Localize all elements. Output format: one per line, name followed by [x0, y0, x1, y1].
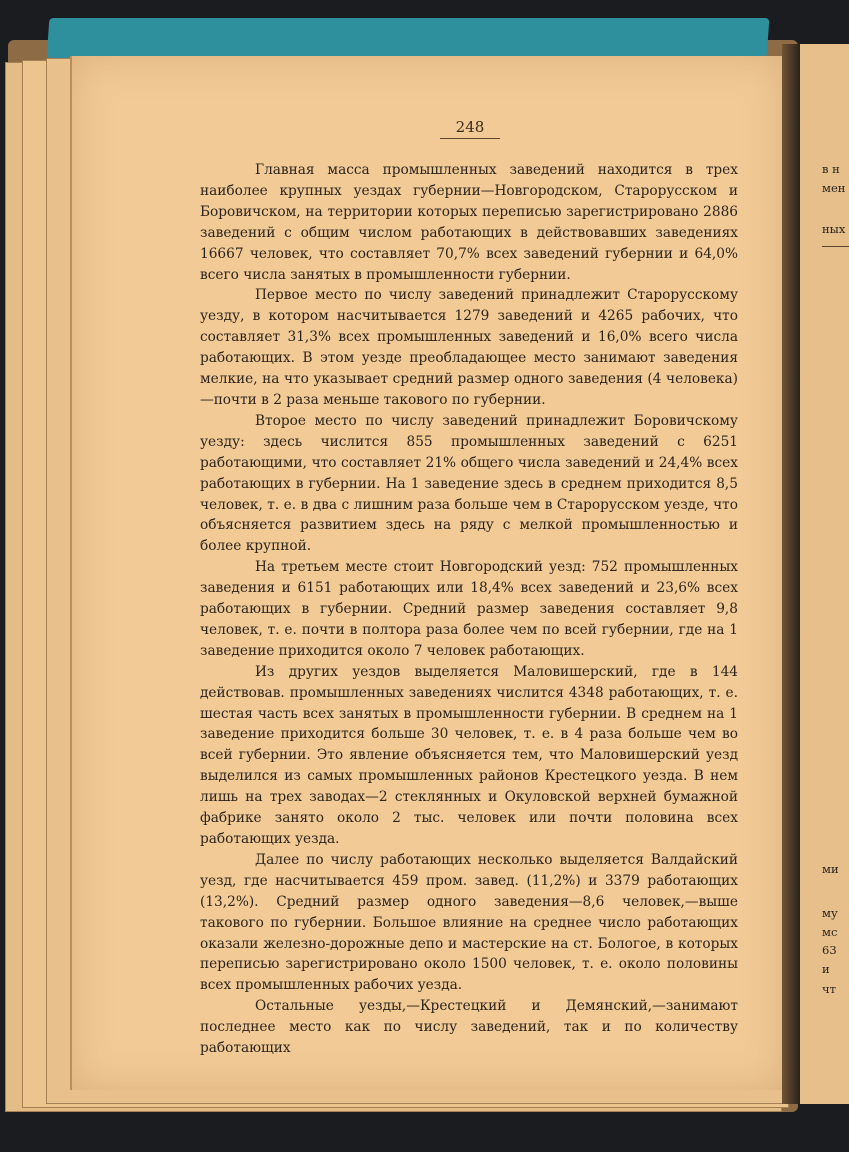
facing-page-fragment: ных [822, 222, 846, 236]
facing-page-fragment: и [822, 962, 830, 976]
paragraph: Остальные уезды,—Крестецкий и Демянский,—занимают последнее место как по числу заведений, так и по количеству работающих [200, 998, 738, 1057]
facing-page-fragment: чт [822, 982, 836, 996]
paragraph: Далее по числу работающих несколько выделяется Валдайский уезд, где насчитывается 459 пром. завед. (11,2%) и 3379 работающих (13,2%). Средний размер одного заведения—8,6 человек,—выше такового по губернии. Большое влияние на среднее число работающих оказали железно-дорожные депо и мастерские на ст. Бологое, в которых переписью зарегистрировано около 1500 человек, т. е. около половины всех промышленных рабочих уезда. [200, 851, 738, 994]
facing-page-rule [822, 246, 849, 247]
page-number: 248 [440, 118, 500, 139]
book-cover-blue-edge [47, 18, 770, 58]
paragraph: Главная масса промышленных заведений находится в трех наиболее крупных уездах губернии—Новгородском, Старорусском и Боровичском, на территории которых переписью зарегистрировано 2886 заведений с общим числом работающих в действовавших заведениях 16667 человек, что составляет 70,7% всех заведений губернии и 64,0% всего числа занятых в промышленности губернии. [200, 162, 738, 283]
facing-page-fragment: му [822, 906, 838, 920]
facing-page-fragment: в н [822, 162, 840, 176]
facing-page-fragment: ми [822, 862, 839, 876]
paragraph: Второе место по числу заведений принадлежит Боровичскому уезду: здесь числится 855 промышленных заведений с 6251 работающими, что составляет 21% общего числа заведений и 24,4% всех работающих в губернии. На 1 заведение здесь в среднем приходится 8,5 человек, т. е. в два с лишним раза больше чем в Старорусском уезде, что объясняется развитием здесь на ряду с мелкой промышленностью и более крупной. [200, 412, 738, 555]
paragraph: Первое место по числу заведений принадлежит Старорусскому уезду, в котором насчитывается 1279 заведений и 4265 рабочих, что составляет 31,3% всех промышленных заведений и 16,0% всего числа работающих. В этом уезде преобладающее место занимают заведения мелкие, на что указывает средний размер одного заведения (4 человека)—почти в 2 раза меньше такового по губернии. [200, 287, 738, 408]
paragraph: Из других уездов выделяется Маловишерский, где в 144 действовав. промышленных заведениях числится 4348 работающих, т. е. шестая часть всех занятых в промышленности губернии. В среднем на 1 заведение приходится больше 30 человек, т. е. в 4 раза больше чем во всей губернии. Это явление объясняется тем, что Маловишерский уезд выделился из самых промышленных районов Крестецкого уезда. В нем лишь на трех заводах—2 стеклянных и Окуловской верхней бумажной фабрике занято около 2 тыс. человек или почти половина всех работающих уезда. [200, 663, 738, 847]
book-spine [782, 44, 800, 1104]
page-body [200, 160, 738, 1059]
facing-page-fragment: мен [822, 181, 846, 195]
facing-page-fragment: мс [822, 925, 838, 939]
paragraph: На третьем месте стоит Новгородский уезд: 752 промышленных заведения и 6151 работающих или 18,4% всех заведений и 23,6% всех работающих в губернии. Средний размер заведения составляет 9,8 человек, т. е. почти в полтора раза более чем по всей губернии, где на 1 заведение приходится около 7 человек работающих. [200, 559, 738, 659]
facing-page-fragment: 63 [822, 943, 837, 957]
